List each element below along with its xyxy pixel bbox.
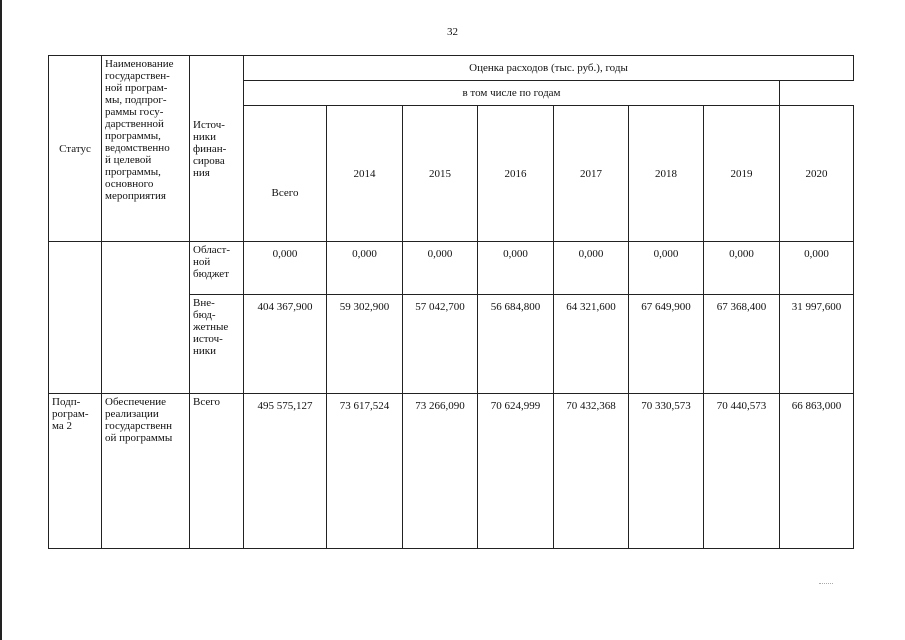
row-value: 70 330,573 <box>629 394 704 549</box>
row-status: Подп- рограм- ма 2 <box>49 394 102 549</box>
row-value: 64 321,600 <box>554 295 629 394</box>
row-source: Област- ной бюджет <box>190 242 244 295</box>
header-name: Наименование государствен- ной програм- мы, подпрог- раммы госу- дарственной программы, ведомственно й целевой программы, основного мероприятия <box>102 56 190 242</box>
row-value: 59 302,900 <box>327 295 403 394</box>
row-source: Вне- бюд- жетные источ- ники <box>190 295 244 394</box>
row-name <box>102 242 190 394</box>
row-value: 31 997,600 <box>780 295 854 394</box>
header-cost-estimate: Оценка расходов (тыс. руб.), годы <box>244 56 854 81</box>
row-value: 66 863,000 <box>780 394 854 549</box>
row-value: 67 368,400 <box>704 295 780 394</box>
table-row <box>49 394 854 549</box>
table-row <box>49 242 854 295</box>
row-value: 73 266,090 <box>403 394 478 549</box>
row-status <box>49 242 102 394</box>
row-value: 73 617,524 <box>327 394 403 549</box>
header-year: 2014 <box>327 106 403 242</box>
header-year: 2019 <box>704 106 780 242</box>
row-value: 0,000 <box>554 242 629 295</box>
row-value: 57 042,700 <box>403 295 478 394</box>
header-status: Статус <box>49 56 102 242</box>
row-name: Обеспечение реализации государственн ой программы <box>102 394 190 549</box>
header-year: 2016 <box>478 106 554 242</box>
row-value: 56 684,800 <box>478 295 554 394</box>
page-left-edge-line <box>0 0 2 640</box>
row-value: 70 624,999 <box>478 394 554 549</box>
row-total: 495 575,127 <box>244 394 327 549</box>
row-value: 0,000 <box>704 242 780 295</box>
scan-artifact-mark <box>819 583 833 584</box>
row-value: 0,000 <box>629 242 704 295</box>
row-value: 0,000 <box>403 242 478 295</box>
expenditure-table <box>48 55 854 549</box>
header-total: Всего <box>244 106 327 242</box>
row-total: 404 367,900 <box>244 295 327 394</box>
header-row-1 <box>49 56 854 81</box>
row-value: 0,000 <box>780 242 854 295</box>
header-year: 2015 <box>403 106 478 242</box>
row-value: 70 432,368 <box>554 394 629 549</box>
row-value: 70 440,573 <box>704 394 780 549</box>
header-by-years: в том числе по годам <box>244 81 780 106</box>
header-year: 2020 <box>780 106 854 242</box>
row-value: 0,000 <box>327 242 403 295</box>
row-source: Всего <box>190 394 244 549</box>
row-total: 0,000 <box>244 242 327 295</box>
page-number: 32 <box>447 26 458 38</box>
header-year: 2018 <box>629 106 704 242</box>
row-value: 0,000 <box>478 242 554 295</box>
header-source: Источ- ники финан- сирова ния <box>190 56 244 242</box>
header-year: 2017 <box>554 106 629 242</box>
row-value: 67 649,900 <box>629 295 704 394</box>
